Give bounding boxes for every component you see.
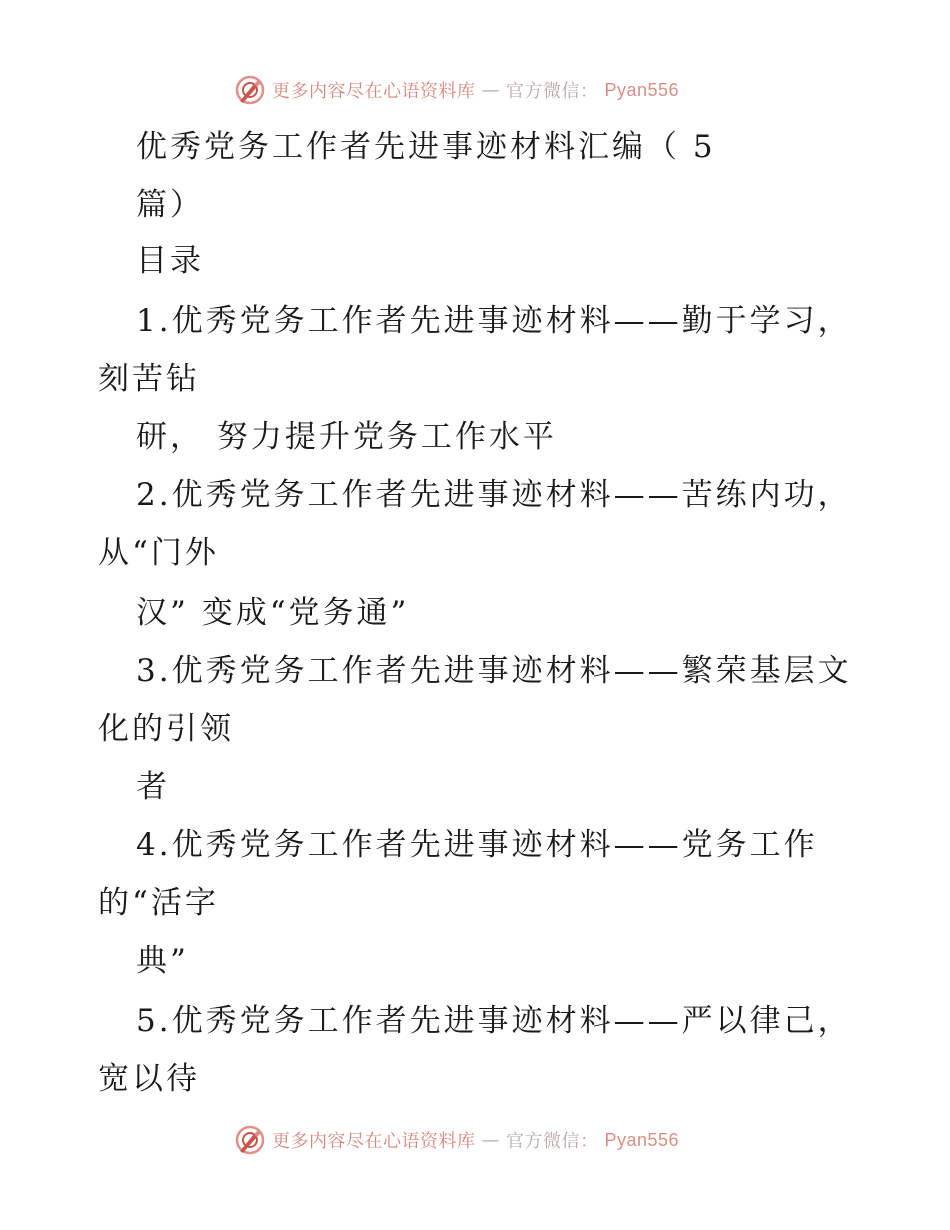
toc-item-4-line3: 典”	[136, 943, 189, 979]
header-watermark	[234, 72, 679, 108]
toc-item-1-line3: 研， 努力提升党务工作水平	[136, 419, 557, 455]
document-title-line1: 优秀党务工作者先进事迹材料汇编（ 5	[136, 129, 716, 165]
watermark-text: 更多内容尽在心语资料库	[272, 81, 476, 102]
watermark-wechat-id: Pyan556	[604, 79, 680, 100]
watermark-wechat-id: Pyan556	[604, 1129, 680, 1150]
pen-circle-icon	[234, 1124, 266, 1156]
toc-item-3-line3: 者	[136, 769, 170, 805]
watermark-wechat-label: 官方微信：	[506, 81, 599, 102]
toc-item-2-line1: 2.优秀党务工作者先进事迹材料——苦练内功，	[136, 477, 852, 513]
toc-item-2-line2: 从“门外	[98, 535, 219, 571]
toc-heading: 目录	[136, 243, 204, 279]
watermark-dash: —	[481, 1129, 500, 1151]
footer-watermark	[234, 1122, 679, 1158]
toc-item-2-line3: 汉” 变成“党务通”	[136, 595, 410, 631]
watermark-wechat-label: 官方微信：	[506, 1131, 599, 1152]
toc-item-4-line2: 的“活字	[98, 885, 219, 921]
toc-item-1-line2: 刻苦钻	[98, 361, 200, 397]
pen-circle-icon	[234, 74, 266, 106]
toc-item-1-line1: 1.优秀党务工作者先进事迹材料——勤于学习，	[136, 303, 852, 339]
watermark-text: 更多内容尽在心语资料库	[272, 1131, 476, 1152]
toc-item-5-line1: 5.优秀党务工作者先进事迹材料——严以律己，	[136, 1003, 852, 1039]
document-title-line2: 篇）	[136, 187, 204, 223]
toc-item-5-line2: 宽以待	[98, 1061, 200, 1097]
toc-item-3-line1: 3.优秀党务工作者先进事迹材料——繁荣基层文	[136, 653, 852, 689]
watermark-dash: —	[481, 79, 500, 101]
toc-item-3-line2: 化的引领	[98, 711, 234, 747]
toc-item-4-line1: 4.优秀党务工作者先进事迹材料——党务工作	[136, 827, 818, 863]
